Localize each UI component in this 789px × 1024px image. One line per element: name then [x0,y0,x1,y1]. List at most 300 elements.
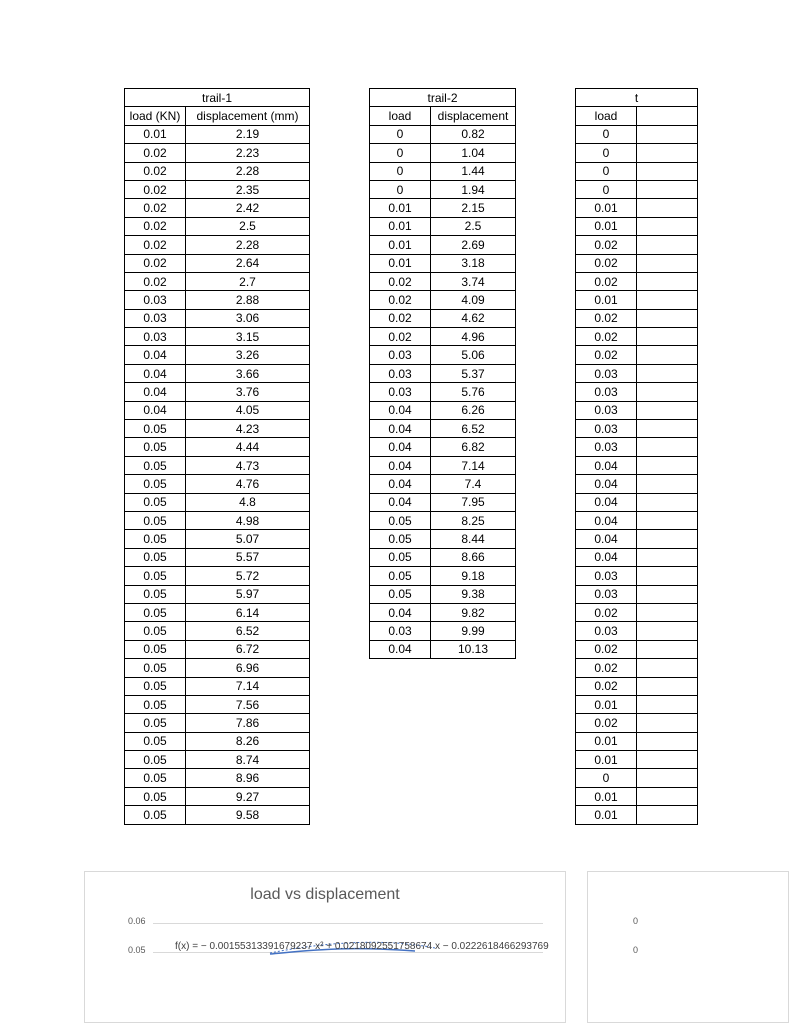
table-title: trail-2 [370,89,516,107]
load-cell[interactable]: 0.01 [576,695,637,713]
column-header: displacement [431,107,516,125]
displacement-cell[interactable] [637,530,698,548]
load-cell[interactable]: 0.05 [125,475,186,493]
load-cell[interactable]: 0.05 [125,769,186,787]
displacement-cell[interactable]: 4.96 [431,328,516,346]
displacement-cell[interactable] [637,493,698,511]
displacement-cell[interactable]: 5.57 [186,548,310,566]
load-cell[interactable]: 0.05 [370,530,431,548]
table-row [576,199,698,217]
displacement-cell[interactable]: 2.69 [431,236,516,254]
table-row [370,438,516,456]
load-cell[interactable]: 0.03 [370,346,431,364]
load-cell[interactable]: 0 [370,125,431,143]
table-row [370,401,516,419]
table-row [576,695,698,713]
load-cell[interactable]: 0.05 [125,751,186,769]
displacement-cell[interactable] [637,309,698,327]
load-cell[interactable]: 0.01 [370,199,431,217]
displacement-cell[interactable] [637,622,698,640]
table-row [370,346,516,364]
table-row [576,309,698,327]
displacement-cell[interactable]: 7.14 [431,456,516,474]
displacement-cell[interactable]: 2.7 [186,272,310,290]
displacement-cell[interactable]: 1.04 [431,144,516,162]
load-cell[interactable]: 0.05 [125,548,186,566]
table-row [576,291,698,309]
displacement-cell[interactable] [637,714,698,732]
load-cell[interactable]: 0.05 [125,732,186,750]
table-row [576,420,698,438]
load-cell[interactable]: 0.04 [576,548,637,566]
load-cell[interactable]: 0.04 [370,475,431,493]
load-cell[interactable]: 0.02 [125,199,186,217]
displacement-cell[interactable]: 0.82 [431,125,516,143]
table-row [576,787,698,805]
table-row [125,236,310,254]
displacement-cell[interactable] [637,787,698,805]
displacement-cell[interactable]: 2.42 [186,199,310,217]
displacement-cell[interactable]: 6.14 [186,603,310,621]
table-row [576,714,698,732]
load-cell[interactable]: 0.02 [125,180,186,198]
trail-3-table [575,88,698,825]
load-cell[interactable]: 0 [576,125,637,143]
load-cell[interactable]: 0.05 [125,603,186,621]
load-cell[interactable]: 0.02 [576,272,637,290]
table-row [125,548,310,566]
load-cell[interactable]: 0.05 [125,677,186,695]
table-row [370,236,516,254]
load-cell[interactable]: 0 [576,180,637,198]
table-row [125,364,310,382]
table-row [576,364,698,382]
table-row [576,548,698,566]
load-cell[interactable]: 0.05 [125,438,186,456]
table-row [370,144,516,162]
displacement-cell[interactable]: 9.27 [186,787,310,805]
load-cell[interactable]: 0.02 [576,309,637,327]
table-row [125,659,310,677]
load-cell[interactable]: 0.02 [576,254,637,272]
load-cell[interactable]: 0.04 [370,401,431,419]
load-cell[interactable]: 0.01 [370,217,431,235]
table-row [370,328,516,346]
table-row [576,125,698,143]
displacement-cell[interactable]: 2.15 [431,199,516,217]
displacement-cell[interactable]: 8.66 [431,548,516,566]
table-row [370,585,516,603]
displacement-cell[interactable] [637,199,698,217]
load-cell[interactable]: 0.02 [576,714,637,732]
load-cell[interactable]: 0.05 [370,567,431,585]
load-cell[interactable]: 0.05 [125,787,186,805]
displacement-cell[interactable]: 7.56 [186,695,310,713]
displacement-cell[interactable]: 2.19 [186,125,310,143]
load-cell[interactable]: 0.03 [125,328,186,346]
displacement-cell[interactable] [637,254,698,272]
load-cell[interactable]: 0.01 [576,291,637,309]
load-cell[interactable]: 0.01 [576,732,637,750]
table-row [576,603,698,621]
table-row [125,346,310,364]
table-row [576,346,698,364]
displacement-cell[interactable]: 9.38 [431,585,516,603]
load-cell[interactable]: 0.04 [370,438,431,456]
displacement-cell[interactable]: 3.18 [431,254,516,272]
load-cell[interactable]: 0.05 [125,695,186,713]
displacement-cell[interactable] [637,548,698,566]
load-cell[interactable]: 0.05 [125,622,186,640]
table-row [576,236,698,254]
displacement-cell[interactable]: 5.37 [431,364,516,382]
displacement-cell[interactable] [637,162,698,180]
load-cell[interactable]: 0.04 [576,475,637,493]
displacement-cell[interactable]: 9.99 [431,622,516,640]
table-row [370,162,516,180]
column-header: load [576,107,637,125]
table-row [576,769,698,787]
load-cell[interactable]: 0.03 [370,364,431,382]
table-row [576,383,698,401]
column-header: displacement (mm) [186,107,310,125]
load-cell[interactable]: 0.03 [576,364,637,382]
table-row [370,530,516,548]
table-row [576,511,698,529]
displacement-cell[interactable]: 6.52 [186,622,310,640]
load-cell[interactable]: 0.05 [370,548,431,566]
table-row [576,493,698,511]
load-cell[interactable]: 0.01 [370,236,431,254]
load-cell[interactable]: 0.05 [370,511,431,529]
load-cell[interactable]: 0.02 [125,217,186,235]
load-cell[interactable]: 0.02 [576,659,637,677]
displacement-cell[interactable]: 4.09 [431,291,516,309]
load-cell[interactable]: 0.02 [125,144,186,162]
displacement-cell[interactable]: 5.07 [186,530,310,548]
table-row [125,180,310,198]
column-header [637,107,698,125]
load-cell[interactable]: 0.04 [576,511,637,529]
table-row [370,217,516,235]
load-cell[interactable]: 0.01 [576,199,637,217]
table-row [370,622,516,640]
y-tick-label: 0.05 [128,945,146,955]
load-cell[interactable]: 0.03 [370,622,431,640]
load-cell[interactable]: 0.05 [125,511,186,529]
load-cell[interactable]: 0 [576,162,637,180]
displacement-cell[interactable] [637,769,698,787]
load-cell[interactable]: 0.03 [576,622,637,640]
load-cell[interactable]: 0.02 [576,236,637,254]
displacement-cell[interactable]: 3.06 [186,309,310,327]
table-row [125,401,310,419]
displacement-cell[interactable] [637,291,698,309]
load-cell[interactable]: 0.02 [125,236,186,254]
displacement-cell[interactable] [637,420,698,438]
load-cell[interactable]: 0.02 [576,677,637,695]
displacement-cell[interactable]: 3.26 [186,346,310,364]
displacement-cell[interactable]: 8.26 [186,732,310,750]
displacement-cell[interactable]: 6.82 [431,438,516,456]
load-cell[interactable]: 0.02 [576,328,637,346]
displacement-cell[interactable] [637,401,698,419]
displacement-cell[interactable]: 2.28 [186,236,310,254]
displacement-cell[interactable] [637,659,698,677]
displacement-cell[interactable]: 7.14 [186,677,310,695]
displacement-cell[interactable] [637,346,698,364]
displacement-cell[interactable]: 2.5 [186,217,310,235]
displacement-cell[interactable]: 2.64 [186,254,310,272]
load-cell[interactable]: 0.03 [576,585,637,603]
table-row [370,603,516,621]
table-row [370,364,516,382]
load-cell[interactable]: 0.01 [576,751,637,769]
displacement-cell[interactable]: 4.05 [186,401,310,419]
displacement-cell[interactable]: 4.76 [186,475,310,493]
table-row [370,456,516,474]
load-cell[interactable]: 0.03 [576,383,637,401]
table-row [576,530,698,548]
displacement-cell[interactable]: 5.72 [186,567,310,585]
table-row [125,309,310,327]
displacement-cell[interactable] [637,751,698,769]
table-row [125,787,310,805]
displacement-cell[interactable]: 4.23 [186,420,310,438]
table-row [125,695,310,713]
y-tick-label: 0 [633,945,639,955]
displacement-cell[interactable]: 3.15 [186,328,310,346]
load-cell[interactable]: 0.03 [576,438,637,456]
displacement-cell[interactable]: 6.52 [431,420,516,438]
load-cell[interactable]: 0.01 [576,806,637,824]
load-cell[interactable]: 0.04 [125,401,186,419]
load-cell[interactable]: 0 [576,144,637,162]
displacement-cell[interactable]: 2.23 [186,144,310,162]
displacement-cell[interactable]: 9.58 [186,806,310,824]
displacement-cell[interactable]: 4.73 [186,456,310,474]
load-cell[interactable]: 0.03 [370,383,431,401]
load-cell[interactable]: 0.05 [125,493,186,511]
displacement-cell[interactable] [637,438,698,456]
load-cell[interactable]: 0 [370,162,431,180]
displacement-cell[interactable] [637,144,698,162]
load-cell[interactable]: 0.04 [125,346,186,364]
second-chart[interactable] [587,871,789,1023]
table-row [370,640,516,658]
displacement-cell[interactable] [637,603,698,621]
displacement-cell[interactable] [637,383,698,401]
table-row [125,603,310,621]
load-cell[interactable]: 0.05 [125,806,186,824]
trail-2-table [369,88,516,659]
table-row [125,640,310,658]
load-cell[interactable]: 0.04 [370,640,431,658]
table-row [125,291,310,309]
table-row [576,217,698,235]
table-row [125,622,310,640]
load-cell[interactable]: 0.02 [576,346,637,364]
load-cell[interactable]: 0.05 [125,585,186,603]
load-cell[interactable]: 0.05 [125,640,186,658]
displacement-cell[interactable]: 6.72 [186,640,310,658]
load-cell[interactable]: 0.02 [125,272,186,290]
load-cell[interactable]: 0.01 [125,125,186,143]
table-row [125,456,310,474]
displacement-cell[interactable]: 4.98 [186,511,310,529]
displacement-cell[interactable]: 7.4 [431,475,516,493]
table-row [370,125,516,143]
load-cell[interactable]: 0 [576,769,637,787]
load-cell[interactable]: 0 [370,180,431,198]
displacement-cell[interactable] [637,806,698,824]
load-vs-displacement-chart[interactable] [84,871,566,1023]
load-cell[interactable]: 0.04 [370,493,431,511]
load-cell[interactable]: 0.02 [576,603,637,621]
load-cell[interactable]: 0.02 [125,254,186,272]
load-cell[interactable]: 0.04 [576,530,637,548]
displacement-cell[interactable]: 7.86 [186,714,310,732]
load-cell[interactable]: 0.03 [125,291,186,309]
displacement-cell[interactable]: 4.8 [186,493,310,511]
table-row [576,677,698,695]
displacement-cell[interactable]: 8.96 [186,769,310,787]
displacement-cell[interactable]: 8.74 [186,751,310,769]
displacement-cell[interactable]: 8.25 [431,511,516,529]
displacement-cell[interactable] [637,236,698,254]
table-row [125,125,310,143]
load-cell[interactable]: 0.02 [370,291,431,309]
displacement-cell[interactable]: 2.28 [186,162,310,180]
load-cell[interactable]: 0.03 [576,420,637,438]
displacement-cell[interactable]: 8.44 [431,530,516,548]
load-cell[interactable]: 0.03 [125,309,186,327]
load-cell[interactable]: 0.04 [370,420,431,438]
column-header: load [370,107,431,125]
displacement-cell[interactable]: 6.26 [431,401,516,419]
displacement-cell[interactable] [637,640,698,658]
table-row [125,751,310,769]
load-cell[interactable]: 0.04 [125,383,186,401]
displacement-cell[interactable]: 4.44 [186,438,310,456]
displacement-cell[interactable] [637,456,698,474]
displacement-cell[interactable]: 9.82 [431,603,516,621]
displacement-cell[interactable]: 4.62 [431,309,516,327]
trendline-equation: f(x) = − 0.00155313391679237 x² + 0.0218092551758674 x − 0.0222618466293769 [175,941,549,952]
table-row [125,144,310,162]
table-row [125,254,310,272]
load-cell[interactable]: 0.01 [370,254,431,272]
load-cell[interactable]: 0.05 [125,659,186,677]
table-row [370,309,516,327]
displacement-cell[interactable]: 10.13 [431,640,516,658]
displacement-cell[interactable]: 2.5 [431,217,516,235]
table-row [576,456,698,474]
y-tick-label: 0 [633,916,639,926]
table-row [125,199,310,217]
table-row [576,622,698,640]
displacement-cell[interactable]: 5.76 [431,383,516,401]
displacement-cell[interactable] [637,328,698,346]
load-cell[interactable]: 0.04 [576,456,637,474]
displacement-cell[interactable] [637,677,698,695]
load-cell[interactable]: 0.03 [576,401,637,419]
displacement-cell[interactable] [637,125,698,143]
displacement-cell[interactable]: 3.74 [431,272,516,290]
displacement-cell[interactable]: 9.18 [431,567,516,585]
displacement-cell[interactable]: 7.95 [431,493,516,511]
displacement-cell[interactable] [637,732,698,750]
table-row [576,272,698,290]
table-row [576,585,698,603]
displacement-cell[interactable] [637,511,698,529]
load-cell[interactable]: 0.04 [125,364,186,382]
table-row [370,475,516,493]
load-cell[interactable]: 0.04 [576,493,637,511]
load-cell[interactable]: 0 [370,144,431,162]
load-cell[interactable]: 0.02 [125,162,186,180]
table-row [576,438,698,456]
displacement-cell[interactable]: 3.66 [186,364,310,382]
displacement-cell[interactable]: 2.35 [186,180,310,198]
load-cell[interactable]: 0.02 [370,309,431,327]
displacement-cell[interactable] [637,695,698,713]
table-row [370,511,516,529]
table-row [370,548,516,566]
load-cell[interactable]: 0.04 [370,603,431,621]
load-cell[interactable]: 0.05 [125,530,186,548]
load-cell[interactable]: 0.05 [125,420,186,438]
displacement-cell[interactable] [637,217,698,235]
displacement-cell[interactable]: 6.96 [186,659,310,677]
displacement-cell[interactable] [637,180,698,198]
table-title: t [576,89,698,107]
displacement-cell[interactable]: 1.44 [431,162,516,180]
load-cell[interactable]: 0.02 [370,328,431,346]
load-cell[interactable]: 0.05 [125,714,186,732]
table-row [125,217,310,235]
table-row [125,420,310,438]
displacement-cell[interactable]: 5.97 [186,585,310,603]
load-cell[interactable]: 0.02 [370,272,431,290]
displacement-cell[interactable]: 1.94 [431,180,516,198]
displacement-cell[interactable]: 2.88 [186,291,310,309]
table-row [125,475,310,493]
table-row [576,254,698,272]
load-cell[interactable]: 0.04 [370,456,431,474]
load-cell[interactable]: 0.05 [125,567,186,585]
load-cell[interactable]: 0.01 [576,217,637,235]
table-row [576,144,698,162]
load-cell[interactable]: 0.02 [576,640,637,658]
displacement-cell[interactable] [637,364,698,382]
table-row [125,806,310,824]
table-row [370,493,516,511]
load-cell[interactable]: 0.05 [125,456,186,474]
load-cell[interactable]: 0.05 [370,585,431,603]
displacement-cell[interactable] [637,585,698,603]
trail-1-table [124,88,310,825]
displacement-cell[interactable]: 3.76 [186,383,310,401]
displacement-cell[interactable] [637,272,698,290]
table-row [125,162,310,180]
displacement-cell[interactable] [637,567,698,585]
displacement-cell[interactable] [637,475,698,493]
load-cell[interactable]: 0.01 [576,787,637,805]
load-cell[interactable]: 0.03 [576,567,637,585]
table-row [576,328,698,346]
displacement-cell[interactable]: 5.06 [431,346,516,364]
